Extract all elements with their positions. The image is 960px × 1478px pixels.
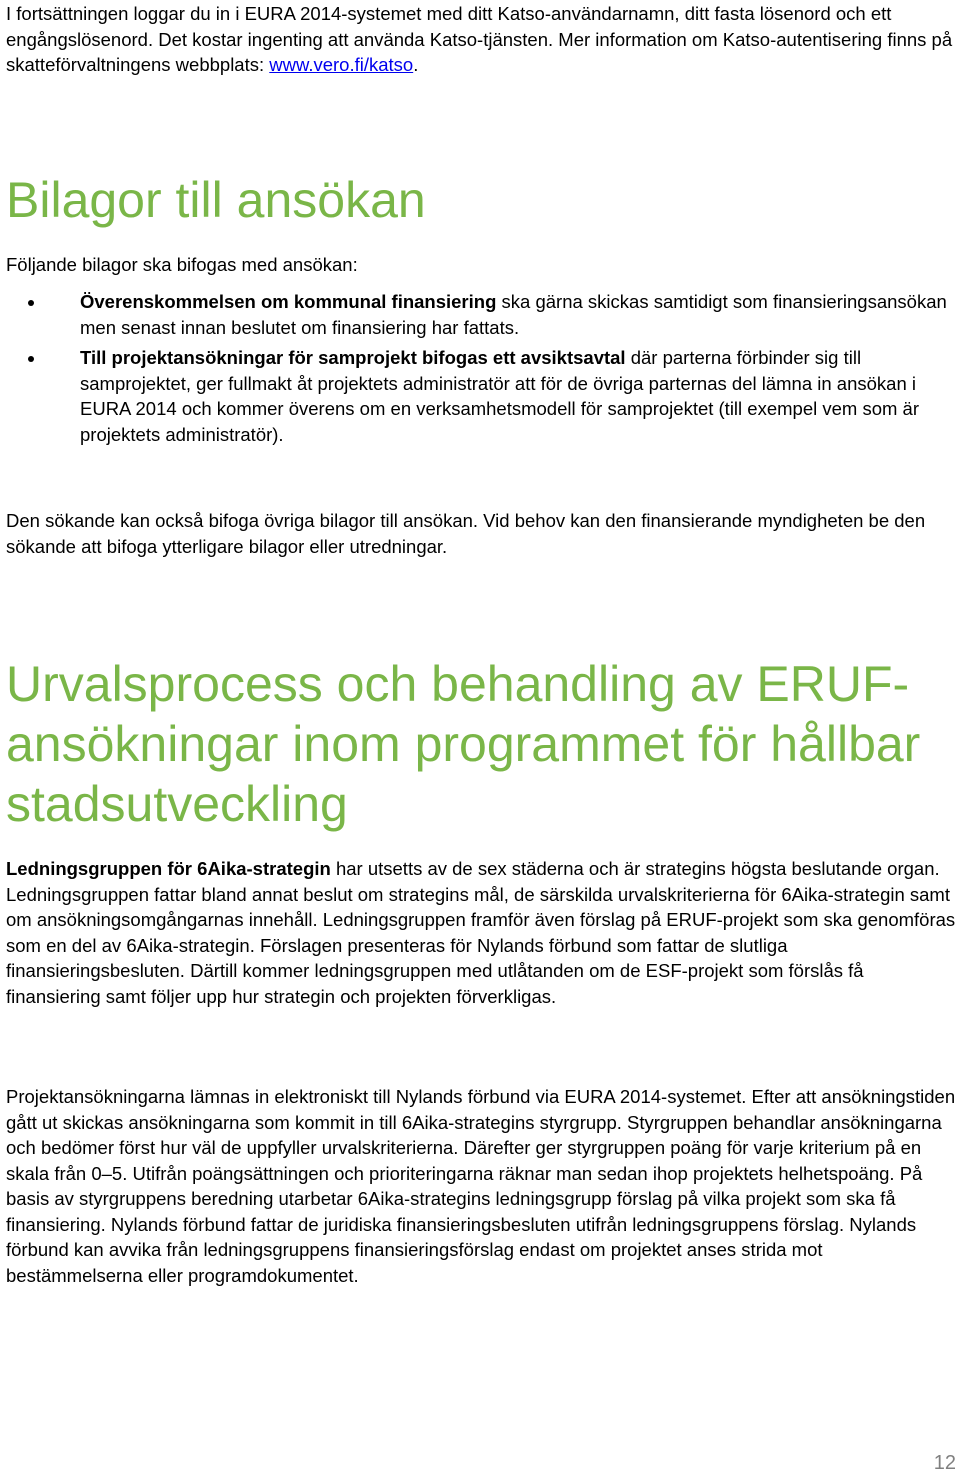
bullet-item-overenskommelse — [6, 289, 958, 340]
projektansokningar-paragraph: Projektansökningarna lämnas in elektroniskt till Nylands förbund via EURA 2014-systemet. Efter att ansökningstiden gått ut skickas ansökningarna som kommit in till 6Aika-strategins styrgrupp. Styrgruppen behandlar ansökningarna och bedömer först hur väl de uppfyller urvalskriterierna. Därefter ger styrgruppen poäng för varje kriterium på en skala från 0–5. Utifrån poängsättningen och prioriteringarna räknar man sedan ihop projektets helhetspoäng. På basis av styrgruppens beredning utarbetar 6Aika-strategins ledningsgrupp förslag på vilka projekt som ska få finansiering. Nylands förbund fattar de juridiska finansieringsbesluten utifrån ledningsgruppens förslag. Nylands förbund kan avvika från ledningsgruppens finansieringsförslag endast om projektet anses strida mot bestämmelserna eller programdokumentet. — [6, 1086, 956, 1286]
section-heading-urvalsprocess — [6, 654, 958, 834]
intro-after-link: . — [413, 54, 419, 75]
heading-line: stadsutveckling — [6, 776, 348, 832]
section-heading-bilagor: Bilagor till ansökan — [6, 172, 426, 228]
bullet-dot-icon — [28, 356, 34, 362]
bilagor-closing-paragraph: Den sökande kan också bifoga övriga bilagor till ansökan. Vid behov kan den finansierande myndigheten be den sökande att bifoga ytterligare bilagor eller utredningar. — [6, 510, 926, 557]
ledningsgruppen-paragraph — [6, 856, 958, 1009]
bullet-bold-text: Överenskommelsen om kommunal finansiering — [80, 291, 497, 312]
bullet-item-avsiktsavtal — [6, 345, 958, 447]
katso-link[interactable]: www.vero.fi/katso — [269, 54, 414, 75]
bullet-text: ska gärna skickas samtidigt som finansieringsansökan men senast innan beslutet om finansiering har fattats. — [80, 291, 947, 338]
intro-paragraph — [6, 1, 956, 78]
ledningsgruppen-bold: Ledningsgruppen för 6Aika-strategin — [6, 858, 331, 879]
heading-line: Urvalsprocess och behandling av ERUF- — [6, 656, 910, 712]
bullet-dot-icon — [28, 300, 34, 306]
bilagor-lead: Följande bilagor ska bifogas med ansökan: — [6, 254, 358, 275]
heading-line: ansökningar inom programmet för hållbar — [6, 716, 921, 772]
bullet-bold-text: Till projektansökningar för samprojekt bifogas ett avsiktsavtal — [80, 347, 626, 368]
ledningsgruppen-text: har utsetts av de sex städerna och är strategins högsta beslutande organ. Ledningsgruppen fattar bland annat beslut om strategins mål, de särskilda urvalskriterierna för 6Aika-strategin samt om ansökningsomgångarnas innehåll. Ledningsgruppen framför även förslag på ERUF-projekt som ska genomföras som en del av 6Aika-strategin. Förslagen presenteras för Nylands förbund som fattar de slutliga finansieringsbesluten. Därtill kommer ledningsgruppen med utlåtanden om de ESF-projekt som förslås få finansiering samt följer upp hur strategin och projekten förverkligas. — [6, 858, 956, 1007]
page-number: 12 — [933, 1452, 956, 1474]
intro-text: I fortsättningen loggar du in i EURA 2014-systemet med ditt Katso-användarnamn, ditt fasta lösenord och ett engångslösenord. Det kostar ingenting att använda Katso-tjänsten. Mer information om Katso-autentisering finns på skatteförvaltningens webbplats: — [6, 3, 953, 75]
bullet-text: där parterna förbinder sig till samprojektet, ger fullmakt åt projektets administratör att för de övriga parternas del lämna in ansökan i EURA 2014 och kommer överens om en verksamhetsmodell för samprojektet (till exempel vem som är projektets administratör). — [80, 347, 919, 445]
bilagor-bullet-list — [6, 289, 958, 452]
